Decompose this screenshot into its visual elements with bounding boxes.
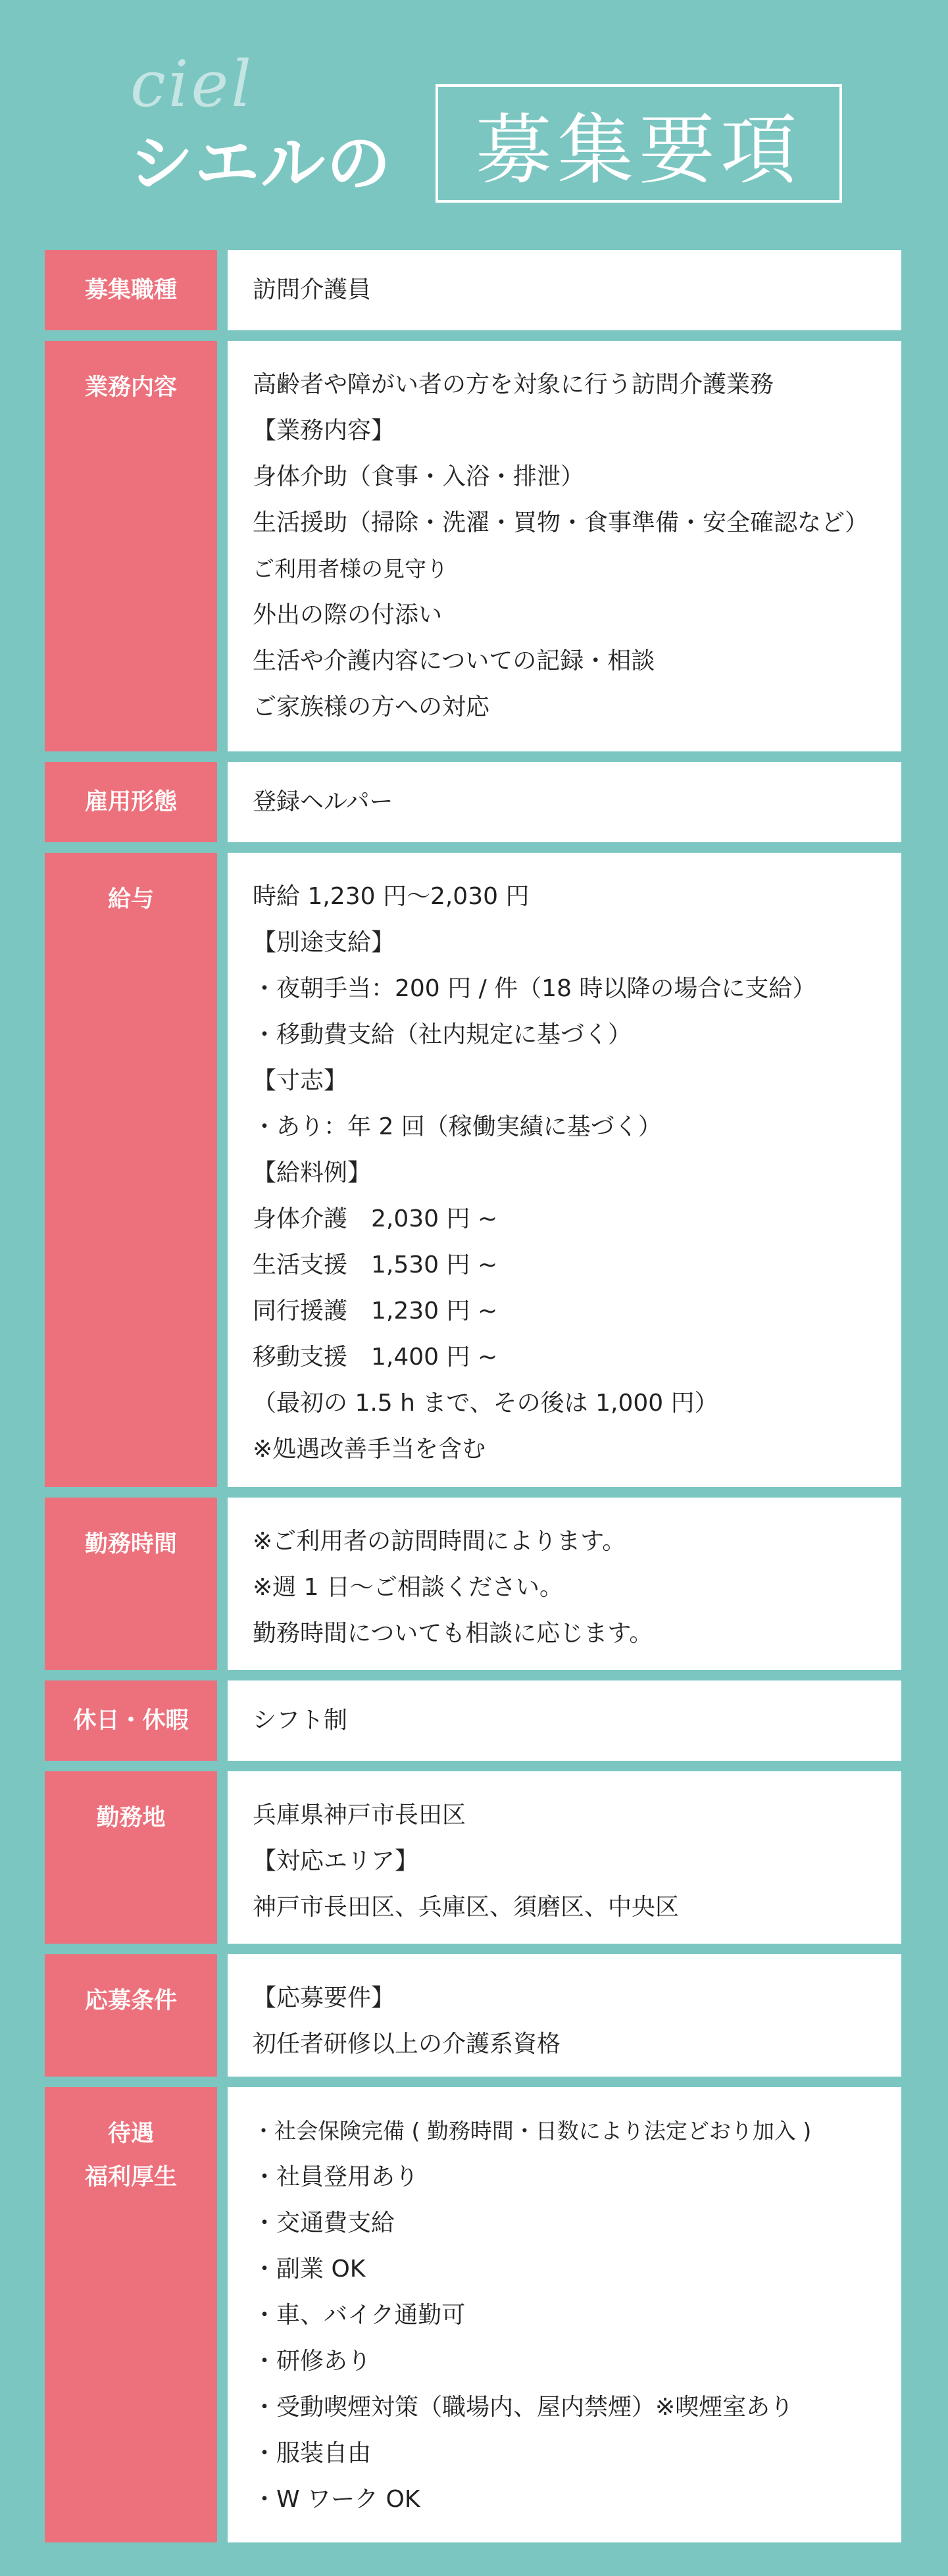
row-label-text: 給与 (107, 886, 154, 913)
value-line: ・社員登用あり (253, 2163, 419, 2190)
row-label-text: 勤務地 (96, 1805, 166, 1831)
value-line: 訪問介護員 (253, 276, 372, 303)
row-label (45, 341, 217, 751)
value-line: 【応募要件】 (253, 1984, 395, 2011)
row-label-text: 勤務時間 (84, 1531, 177, 1557)
value-line: 生活や介護内容についての記録・相談 (253, 647, 655, 674)
row-label (45, 1680, 217, 1761)
row-label-text: 募集職種 (84, 277, 177, 303)
row-label-text: 業務内容 (84, 374, 177, 401)
value-line: ・服装自由 (253, 2440, 372, 2467)
value-line: 【対応エリア】 (253, 1848, 419, 1875)
value-line: 高齢者や障がい者の方を対象に行う訪問介護業務 (253, 371, 774, 398)
value-line: 兵庫県神戸市長田区 (253, 1802, 466, 1829)
value-line: 同行援護 1,230 円 ~ (253, 1298, 498, 1325)
row-value (228, 250, 901, 330)
page-title: 募集要項 (476, 105, 802, 195)
value-line: （最初の 1.5 h まで、その後は 1,000 円） (253, 1390, 718, 1417)
row-label (45, 853, 217, 1487)
table-row (45, 250, 901, 330)
row-value (228, 1954, 901, 2077)
value-line: ご家族様の方への対応 (253, 694, 490, 720)
value-line: 【給料例】 (253, 1159, 372, 1186)
table-row (45, 1498, 901, 1670)
table-row (45, 341, 901, 751)
value-line: 外出の際の付添い (253, 601, 443, 628)
value-line: ・交通費支給 (253, 2210, 395, 2236)
value-line: 【別途支給】 (253, 929, 395, 956)
row-value (228, 1498, 901, 1670)
header (0, 0, 948, 224)
value-line: ・副業 OK (253, 2256, 366, 2283)
table-row (45, 762, 901, 842)
value-line: 身体介護 2,030 円 ~ (253, 1205, 498, 1232)
table-row (45, 1771, 901, 1944)
row-value (228, 853, 901, 1487)
value-line: ※処遇改善手当を含む (253, 1436, 486, 1463)
value-line: 【業務内容】 (253, 417, 395, 444)
value-line: ・車、バイク通勤可 (253, 2302, 466, 2329)
value-line: ・研修あり (253, 2348, 372, 2375)
table-row (45, 1680, 901, 1761)
value-line: シフト制 (253, 1707, 348, 1734)
row-label (45, 1771, 217, 1944)
value-line: 勤務時間についても相談に応じます。 (253, 1620, 653, 1647)
value-line: 生活援助（掃除・洗濯・買物・食事準備・安全確認など） (253, 509, 869, 536)
value-line: 生活支援 1,530 円 ~ (253, 1251, 498, 1278)
row-label (45, 2087, 217, 2542)
value-line: 時給 1,230 円〜2,030 円 (253, 883, 530, 910)
table-row (45, 2087, 901, 2542)
value-line: 移動支援 1,400 円 ~ (253, 1344, 498, 1371)
title-box (436, 84, 842, 203)
brand-script: ciel (130, 47, 254, 121)
value-line: ※週 1 日〜ご相談ください。 (253, 1574, 563, 1601)
table-row (45, 853, 901, 1487)
value-line: ・移動費支給（社内規定に基づく） (253, 1021, 632, 1048)
row-label-text: 雇用形態 (84, 789, 177, 815)
row-value (228, 2087, 901, 2542)
value-line: ・社会保険完備 ( 勤務時間・日数により法定どおり加入 ) (253, 2118, 812, 2144)
row-label-text: 休日・休暇 (73, 1707, 189, 1734)
brand-name: シエルの (129, 126, 393, 201)
row-value (228, 1680, 901, 1761)
value-line: 初任者研修以上の介護系資格 (253, 2031, 561, 2058)
row-value (228, 762, 901, 842)
row-label (45, 1498, 217, 1670)
row-label (45, 250, 217, 330)
value-line: ・受動喫煙対策（職場内、屋内禁煙）※喫煙室あり (253, 2394, 794, 2421)
row-label-text: 応募条件 (84, 1988, 177, 2014)
value-line: ・W ワーク OK (253, 2486, 420, 2513)
value-line: ご利用者様の見守り (253, 556, 448, 582)
row-label (45, 762, 217, 842)
value-line: ・あり：年 2 回（稼働実績に基づく） (253, 1113, 662, 1140)
row-label-text: 福利厚生 (84, 2164, 177, 2190)
value-line: 【寸志】 (253, 1067, 348, 1094)
value-line: ・夜朝手当：200 円 / 件（18 時以降の場合に支給） (253, 975, 816, 1002)
value-line: ※ご利用者の訪問時間によります。 (253, 1528, 626, 1555)
value-line: 登録ヘルパー (253, 788, 393, 815)
row-value (228, 341, 901, 751)
value-line: 神戸市長田区、兵庫区、須磨区、中央区 (253, 1894, 680, 1921)
row-label (45, 1954, 217, 2077)
row-value (228, 1771, 901, 1944)
row-label-text: 待遇 (107, 2121, 154, 2147)
table-row (45, 1954, 901, 2077)
recruitment-table (45, 250, 901, 2553)
value-line: 身体介助（食事・入浴・排泄） (253, 463, 585, 490)
